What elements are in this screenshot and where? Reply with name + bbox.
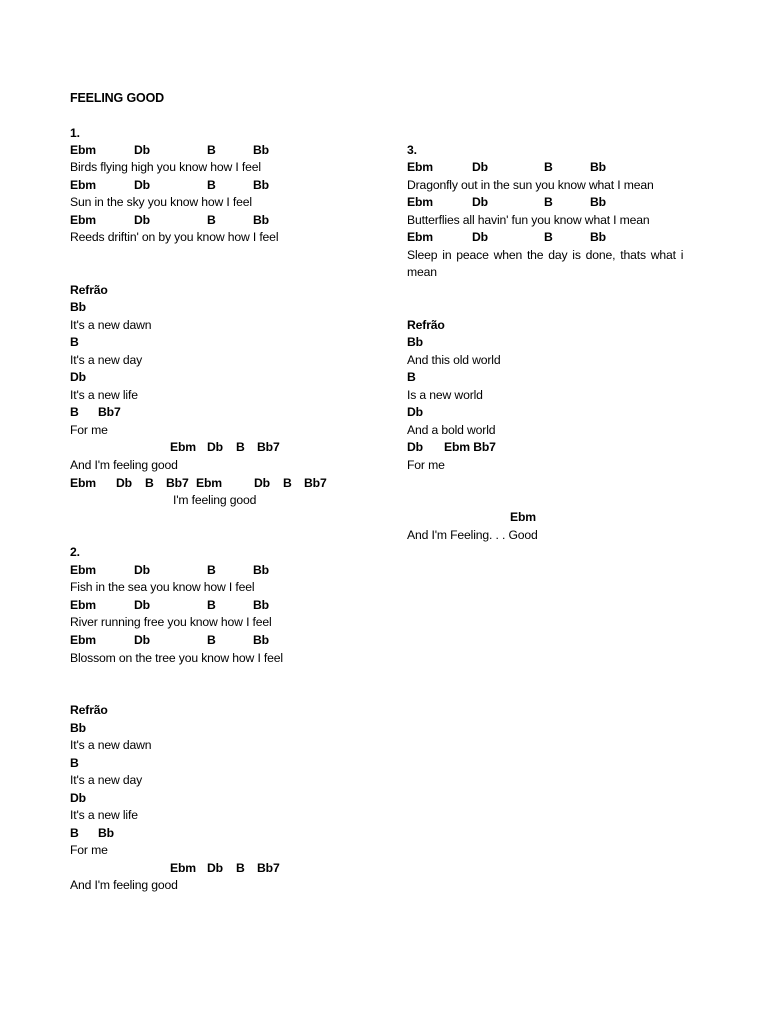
chord: B xyxy=(283,476,292,490)
lyric-line: It's a new life xyxy=(70,388,138,402)
lyric-line: It's a new dawn xyxy=(70,738,152,752)
lyric-line: Reeds driftin' on by you know how I feel xyxy=(70,230,279,244)
song-title: FEELING GOOD xyxy=(70,91,165,105)
chord: B xyxy=(207,178,216,192)
chord: Db xyxy=(407,405,423,419)
lyric-line: Butterflies all havin' fun you know what I mean xyxy=(407,213,650,227)
lyric-line: Is a new world xyxy=(407,388,483,402)
chord: Bb xyxy=(253,563,269,577)
chord: Ebm xyxy=(170,440,196,454)
verse-number: 2. xyxy=(70,545,80,559)
chord: Ebm xyxy=(70,178,96,192)
chord: Bb xyxy=(407,335,423,349)
chord: Db xyxy=(472,160,488,174)
chord: Ebm xyxy=(170,861,196,875)
chord: B xyxy=(236,440,245,454)
chord: Ebm xyxy=(70,143,96,157)
chord: Db xyxy=(134,178,150,192)
chord: B xyxy=(544,195,553,209)
chord: B xyxy=(145,476,154,490)
lyric-line: And a bold world xyxy=(407,423,496,437)
chord: Db xyxy=(134,633,150,647)
chord: Db xyxy=(70,791,86,805)
chord: B xyxy=(236,861,245,875)
chord: Ebm xyxy=(407,230,433,244)
chord: Db xyxy=(472,195,488,209)
chord: Bb7 xyxy=(166,476,189,490)
lyric-line: And I'm Feeling. . . Good xyxy=(407,528,538,542)
chord: B xyxy=(70,405,79,419)
chord: Ebm xyxy=(70,563,96,577)
chord: B xyxy=(544,160,553,174)
chord: Db xyxy=(254,476,270,490)
lyric-line: mean xyxy=(407,265,437,279)
chord: Bb xyxy=(590,160,606,174)
chord: Bb xyxy=(590,195,606,209)
chord: B xyxy=(207,598,216,612)
chord: Ebm xyxy=(70,633,96,647)
chord: Bb xyxy=(70,721,86,735)
chord: B xyxy=(544,230,553,244)
chord: Db xyxy=(70,370,86,384)
chord: Bb xyxy=(253,598,269,612)
chord: Ebm xyxy=(407,195,433,209)
chord: B xyxy=(207,143,216,157)
verse-number: 1. xyxy=(70,126,80,140)
chord: Db xyxy=(472,230,488,244)
chord: Bb xyxy=(253,213,269,227)
lyric-line: It's a new day xyxy=(70,773,143,787)
chord: Bb xyxy=(70,300,86,314)
chord: Bb xyxy=(253,633,269,647)
section-heading: Refrão xyxy=(407,318,445,332)
chord: Ebm xyxy=(407,160,433,174)
lyric-line: For me xyxy=(70,423,108,437)
chord: Bb xyxy=(98,826,114,840)
chord: Db xyxy=(116,476,132,490)
chord: Db xyxy=(134,213,150,227)
chord: Ebm xyxy=(196,476,222,490)
chord: Db xyxy=(207,861,223,875)
lyric-line: It's a new life xyxy=(70,808,138,822)
chord: Db xyxy=(134,143,150,157)
chord: Ebm xyxy=(70,213,96,227)
lyric-line: Birds flying high you know how I feel xyxy=(70,160,261,174)
lyric-line: Fish in the sea you know how I feel xyxy=(70,580,255,594)
lyric-line: For me xyxy=(407,458,445,472)
chord: Db xyxy=(407,440,423,454)
chord: Ebm xyxy=(510,510,536,524)
lyric-line: And I'm feeling good xyxy=(70,878,178,892)
chord: Ebm xyxy=(70,598,96,612)
chord: B xyxy=(70,826,79,840)
chord: Db xyxy=(207,440,223,454)
lyric-line: And I'm feeling good xyxy=(70,458,178,472)
chord: B xyxy=(207,563,216,577)
lyric-line: For me xyxy=(70,843,108,857)
chord: Bb xyxy=(590,230,606,244)
chord: B xyxy=(207,213,216,227)
chord: B xyxy=(70,756,79,770)
chord: Db xyxy=(134,598,150,612)
lyric-line: Blossom on the tree you know how I feel xyxy=(70,651,283,665)
chord: Bb7 xyxy=(257,861,280,875)
chord: B xyxy=(207,633,216,647)
chord: Bb7 xyxy=(98,405,121,419)
chord: B xyxy=(407,370,416,384)
section-heading: Refrão xyxy=(70,283,108,297)
chord: Ebm xyxy=(70,476,96,490)
chord: Bb7 xyxy=(257,440,280,454)
chord: Bb7 xyxy=(304,476,327,490)
chord: Bb xyxy=(253,178,269,192)
chord: Ebm Bb7 xyxy=(444,440,496,454)
lyric-line: Sun in the sky you know how I feel xyxy=(70,195,252,209)
chord: B xyxy=(70,335,79,349)
lyric-line: It's a new dawn xyxy=(70,318,152,332)
lyric-line: I'm feeling good xyxy=(173,493,257,507)
verse-number: 3. xyxy=(407,143,417,157)
lyric-line: Sleep in peace when the day is done, thats what i xyxy=(407,248,684,262)
section-heading: Refrão xyxy=(70,703,108,717)
chord: Db xyxy=(134,563,150,577)
lyric-line: River running free you know how I feel xyxy=(70,615,272,629)
lyric-line: And this old world xyxy=(407,353,501,367)
chord: Bb xyxy=(253,143,269,157)
lyric-line: It's a new day xyxy=(70,353,143,367)
lyric-line: Dragonfly out in the sun you know what I mean xyxy=(407,178,654,192)
